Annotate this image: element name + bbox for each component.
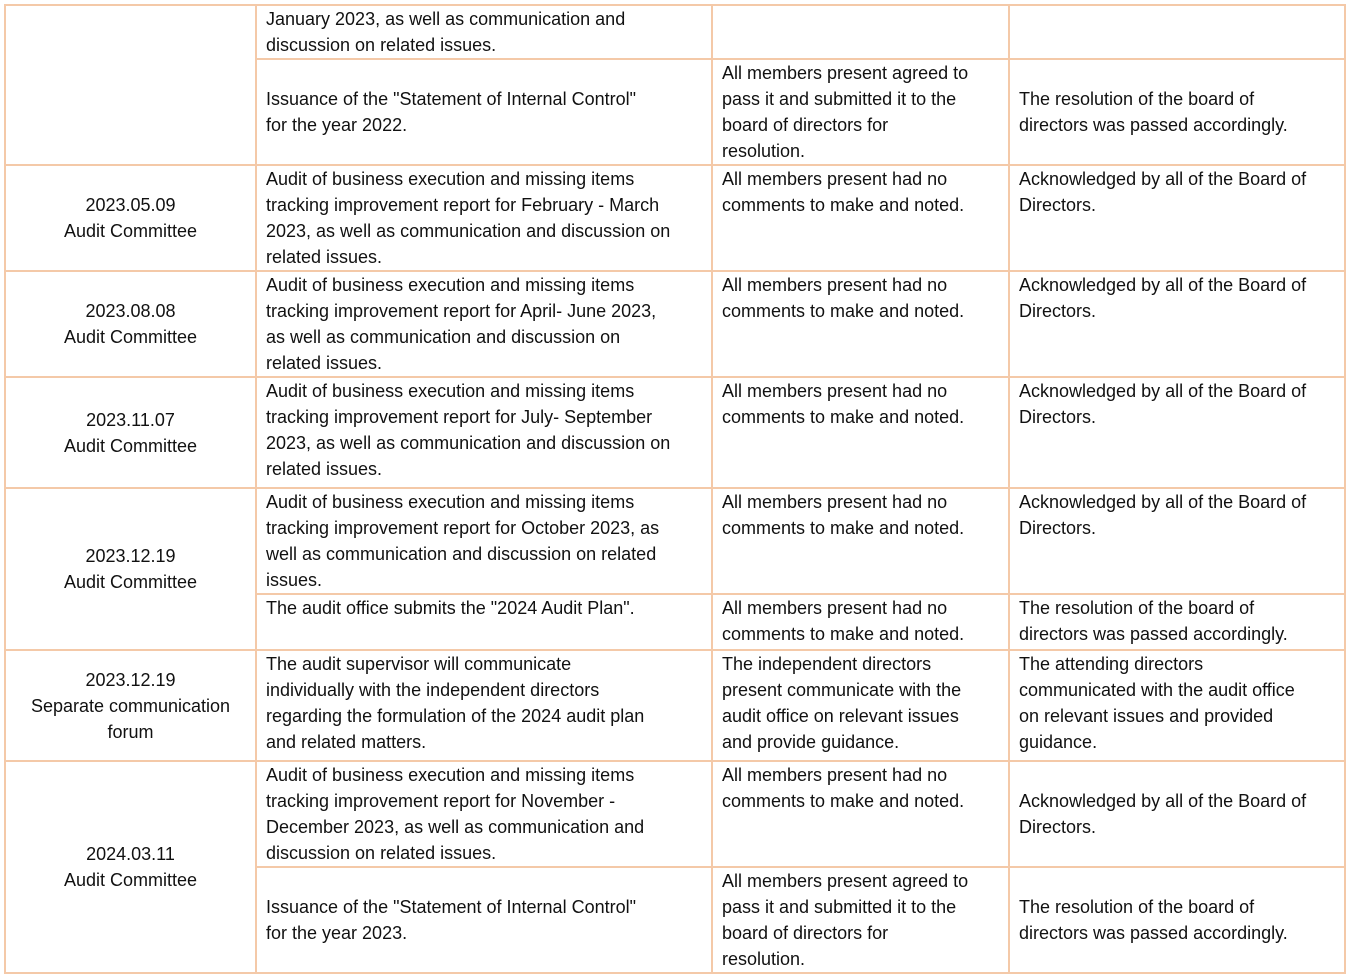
cell-text-line: for the year 2023. bbox=[266, 923, 408, 943]
cell-text-line: resolution. bbox=[722, 949, 806, 969]
cell-text-line: All members present had no bbox=[722, 275, 948, 295]
cell-text-line: tracking improvement report for April- June 2023, bbox=[266, 301, 657, 321]
cell-text-line: for the year 2022. bbox=[266, 115, 408, 135]
cell-text-line: 2023, as well as communication and discussion on bbox=[266, 221, 671, 241]
cell-text-line: All members present had no bbox=[722, 381, 948, 401]
cell-text-line: comments to make and noted. bbox=[722, 791, 965, 811]
table-row bbox=[5, 761, 1345, 867]
resolution-outcome-cell bbox=[712, 488, 1009, 594]
cell-text-line: 2023.12.19 bbox=[85, 669, 176, 690]
subject-cell bbox=[256, 377, 712, 488]
cell-text-line: Acknowledged by all of the Board of bbox=[1019, 275, 1307, 295]
cell-text-line: on relevant issues and provided bbox=[1019, 706, 1274, 726]
cell-text-line: Issuance of the "Statement of Internal Control" bbox=[266, 897, 636, 917]
cell-text-line: comments to make and noted. bbox=[722, 624, 965, 644]
meeting-date-cell bbox=[5, 271, 256, 377]
cell-text-line: Audit Committee bbox=[63, 870, 198, 890]
cell-text-line: Separate communication bbox=[30, 695, 231, 716]
cell-text-line: well as communication and discussion on related bbox=[266, 544, 657, 564]
cell-text-line: comments to make and noted. bbox=[722, 407, 965, 427]
cell-text-line: Audit Committee bbox=[63, 435, 198, 456]
cell-text-line: Audit Committee bbox=[63, 221, 198, 241]
cell-text-line: and provide guidance. bbox=[722, 732, 900, 752]
cell-text-line: and related matters. bbox=[266, 732, 427, 752]
resolution-outcome-cell bbox=[712, 5, 1009, 59]
cell-text-line: Audit of business execution and missing items bbox=[266, 765, 635, 785]
meeting-date-cell bbox=[5, 165, 256, 271]
cell-text-line: directors was passed accordingly. bbox=[1019, 115, 1288, 135]
cell-text-line: Issuance of the "Statement of Internal Control" bbox=[266, 89, 636, 109]
company-handling-cell bbox=[1009, 867, 1345, 973]
resolution-outcome-cell bbox=[712, 165, 1009, 271]
company-handling-cell bbox=[1009, 594, 1345, 650]
cell-text-line: comments to make and noted. bbox=[722, 518, 965, 538]
subject-cell bbox=[256, 59, 712, 165]
subject-cell bbox=[256, 5, 712, 59]
cell-text-line: directors was passed accordingly. bbox=[1019, 624, 1288, 644]
meeting-date-cell bbox=[5, 5, 256, 165]
cell-text-line: 2023.08.08 bbox=[85, 301, 176, 321]
table-row bbox=[5, 5, 1345, 59]
meeting-date-cell bbox=[5, 377, 256, 488]
cell-text-line: Acknowledged by all of the Board of bbox=[1019, 791, 1307, 811]
subject-cell bbox=[256, 867, 712, 973]
cell-text-line: issues. bbox=[266, 570, 323, 590]
cell-text-line: The attending directors bbox=[1019, 654, 1204, 674]
cell-text-line: Directors. bbox=[1019, 301, 1097, 321]
cell-text-line: pass it and submitted it to the bbox=[722, 89, 957, 109]
cell-text-line: comments to make and noted. bbox=[722, 301, 965, 321]
cell-text-line: directors was passed accordingly. bbox=[1019, 923, 1288, 943]
resolution-outcome-cell bbox=[712, 761, 1009, 867]
cell-text-line: All members present had no bbox=[722, 598, 948, 618]
resolution-outcome-cell bbox=[712, 59, 1009, 165]
resolution-outcome-cell bbox=[712, 377, 1009, 488]
cell-text-line: The independent directors bbox=[722, 654, 932, 674]
meeting-date-cell bbox=[5, 488, 256, 650]
cell-text-line: tracking improvement report for July- September bbox=[266, 407, 653, 427]
table-row bbox=[5, 165, 1345, 271]
subject-cell bbox=[256, 650, 712, 761]
cell-text-line: The resolution of the board of bbox=[1019, 89, 1255, 109]
cell-text-line: All members present agreed to bbox=[722, 63, 969, 83]
cell-text-line: regarding the formulation of the 2024 audit plan bbox=[266, 706, 645, 726]
cell-text-line: board of directors for bbox=[722, 115, 889, 135]
cell-text-line: board of directors for bbox=[722, 923, 889, 943]
cell-text-line: Audit of business execution and missing items bbox=[266, 381, 635, 401]
cell-text-line: tracking improvement report for February - March bbox=[266, 195, 660, 215]
subject-cell bbox=[256, 271, 712, 377]
cell-text-line: All members present agreed to bbox=[722, 871, 969, 891]
cell-text-line: resolution. bbox=[722, 141, 806, 161]
cell-text-line: communicated with the audit office bbox=[1019, 680, 1295, 700]
cell-text-line: Audit Committee bbox=[63, 572, 198, 592]
company-handling-cell bbox=[1009, 488, 1345, 594]
cell-text-line: Directors. bbox=[1019, 407, 1097, 427]
cell-text-line: 2023.11.07 bbox=[86, 409, 175, 430]
subject-cell bbox=[256, 488, 712, 594]
company-handling-cell bbox=[1009, 761, 1345, 867]
cell-text-line: December 2023, as well as communication and bbox=[266, 817, 645, 837]
cell-text-line: pass it and submitted it to the bbox=[722, 897, 957, 917]
resolution-outcome-cell bbox=[712, 271, 1009, 377]
cell-text-line: Audit of business execution and missing items bbox=[266, 275, 635, 295]
meeting-date-cell bbox=[5, 761, 256, 973]
resolution-outcome-cell bbox=[712, 867, 1009, 973]
table-row bbox=[5, 377, 1345, 488]
cell-text-line: Audit Committee bbox=[63, 327, 198, 347]
cell-text-line: 2023, as well as communication and discussion on bbox=[266, 433, 671, 453]
subject-cell bbox=[256, 594, 712, 650]
cell-text-line: audit office on relevant issues bbox=[722, 706, 959, 726]
cell-text-line: All members present had no bbox=[722, 765, 948, 785]
cell-text-line: The resolution of the board of bbox=[1019, 897, 1255, 917]
audit-committee-table bbox=[4, 4, 1346, 974]
company-handling-cell bbox=[1009, 165, 1345, 271]
subject-cell bbox=[256, 165, 712, 271]
company-handling-cell bbox=[1009, 271, 1345, 377]
cell-text-line: as well as communication and discussion on bbox=[266, 327, 621, 347]
cell-text-line: individually with the independent directors bbox=[266, 680, 600, 700]
cell-text-line: 2023.12.19 bbox=[85, 546, 176, 566]
cell-text-line: Audit of business execution and missing items bbox=[266, 169, 635, 189]
cell-text-line: All members present had no bbox=[722, 492, 948, 512]
meeting-date-cell bbox=[5, 650, 256, 761]
cell-text-line: The resolution of the board of bbox=[1019, 598, 1255, 618]
table-row bbox=[5, 271, 1345, 377]
cell-text-line: related issues. bbox=[266, 353, 383, 373]
company-handling-cell bbox=[1009, 59, 1345, 165]
resolution-outcome-cell bbox=[712, 650, 1009, 761]
cell-text-line: related issues. bbox=[266, 459, 383, 479]
cell-text-line: 2024.03.11 bbox=[86, 844, 175, 864]
table-body bbox=[5, 5, 1345, 973]
cell-text-line: The audit supervisor will communicate bbox=[266, 654, 572, 674]
resolution-outcome-cell bbox=[712, 594, 1009, 650]
cell-text-line: All members present had no bbox=[722, 169, 948, 189]
cell-text-line: January 2023, as well as communication and bbox=[266, 9, 626, 29]
cell-text-line: discussion on related issues. bbox=[266, 35, 497, 55]
cell-text-line: Directors. bbox=[1019, 195, 1097, 215]
cell-text-line: tracking improvement report for October 2023, as bbox=[266, 518, 660, 538]
cell-text-line: forum bbox=[107, 721, 154, 742]
cell-text-line: Acknowledged by all of the Board of bbox=[1019, 381, 1307, 401]
cell-text-line: Acknowledged by all of the Board of bbox=[1019, 492, 1307, 512]
table-row bbox=[5, 488, 1345, 594]
company-handling-cell bbox=[1009, 377, 1345, 488]
cell-text-line: comments to make and noted. bbox=[722, 195, 965, 215]
subject-cell bbox=[256, 761, 712, 867]
cell-text-line: guidance. bbox=[1019, 732, 1098, 752]
cell-text-line: present communicate with the bbox=[722, 680, 962, 700]
cell-text-line: related issues. bbox=[266, 247, 383, 267]
cell-text-line: Directors. bbox=[1019, 518, 1097, 538]
cell-text-line: tracking improvement report for November - bbox=[266, 791, 616, 811]
company-handling-cell bbox=[1009, 5, 1345, 59]
cell-text-line: Acknowledged by all of the Board of bbox=[1019, 169, 1307, 189]
cell-text-line: 2023.05.09 bbox=[85, 195, 176, 215]
cell-text-line: discussion on related issues. bbox=[266, 843, 497, 863]
cell-text-line: Audit of business execution and missing items bbox=[266, 492, 635, 512]
table-row bbox=[5, 650, 1345, 761]
cell-text-line: Directors. bbox=[1019, 817, 1097, 837]
cell-text-line: The audit office submits the "2024 Audit Plan". bbox=[266, 598, 635, 618]
company-handling-cell bbox=[1009, 650, 1345, 761]
